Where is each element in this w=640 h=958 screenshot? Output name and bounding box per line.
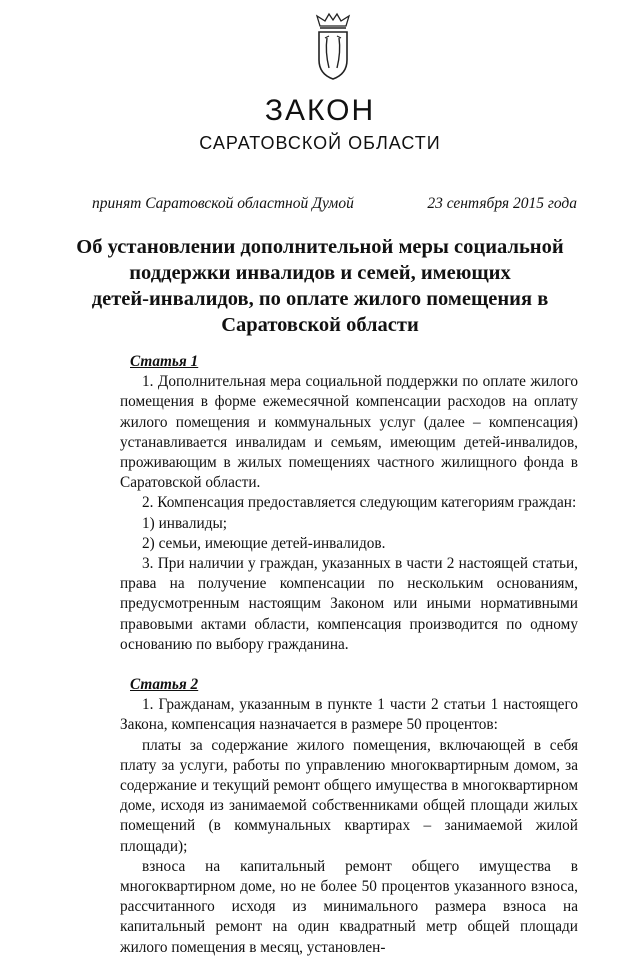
article-1-paragraph: 3. При наличии у граждан, указанных в части 2 настоящей статьи, права на получение компенсации по нескольким основаниям, предусмотренным настоящим Законом или иными нормативными правовыми актами области, компенсация производится по одному основанию по выбору гражданина. <box>120 555 578 653</box>
heading-line: Саратовской области <box>221 314 419 336</box>
law-region: САРАТОВСКОЙ ОБЛАСТИ <box>199 133 441 153</box>
adopted-date-text: 23 сентября 2015 года <box>427 195 577 212</box>
article-1-paragraph: 2) семьи, имеющие детей-инвалидов. <box>142 534 386 552</box>
heading-line: Об установлении дополнительной меры социальной <box>76 236 564 258</box>
document-body <box>120 352 578 958</box>
article-2-paragraph: платы за содержание жилого помещения, включающей в себя плату за услуги, работы по управлению многоквартирным домом, за содержание и текущий ремонт общего имущества в многоквартирном доме, исходя из занимаемой собственниками общей площади жилых помещений (в коммунальных квартирах – занимаемой жилой площади); <box>120 736 578 855</box>
article-1-paragraph: 2. Компенсация предоставляется следующим категориям граждан: <box>142 494 577 512</box>
law-title: ЗАКОН <box>264 94 376 127</box>
article-2-title: Статья 2 <box>130 676 199 694</box>
document-heading <box>70 234 570 338</box>
adopted-by-text: принят Саратовской областной Думой <box>92 195 354 212</box>
article-2-paragraph: 1. Гражданам, указанным в пункте 1 части 2 статьи 1 настоящего Закона, компенсация назначается в размере 50 процентов: <box>120 696 578 734</box>
article-1-title: Статья 1 <box>130 353 199 370</box>
article-1-paragraph: 1) инвалиды; <box>142 514 228 532</box>
heading-line: детей-инвалидов, по оплате жилого помещения в <box>91 288 549 310</box>
article-2-paragraph: взноса на капитальный ремонт общего имущества в многоквартирном доме, но не более 50 процентов указанного взноса, рассчитанного исходя из минимального размера взноса на капитальный ремонт на один квадратный метр общей площади жилого помещения в месяц, установлен- <box>120 857 578 956</box>
coat-of-arms-icon <box>308 12 358 82</box>
article-1-paragraph: 1. Дополнительная мера социальной поддержки по оплате жилого помещения в форме ежемесячной компенсации расходов на оплату жилого помещения и коммунальных услуг (далее – компенсация) устанавливается инвалидам и семьям, имеющим детей-инвалидов, проживающим в жилых помещениях частного жилищного фонда в Саратовской области. <box>120 373 578 492</box>
heading-line: поддержки инвалидов и семей, имеющих <box>129 262 511 284</box>
spacer <box>120 655 578 675</box>
